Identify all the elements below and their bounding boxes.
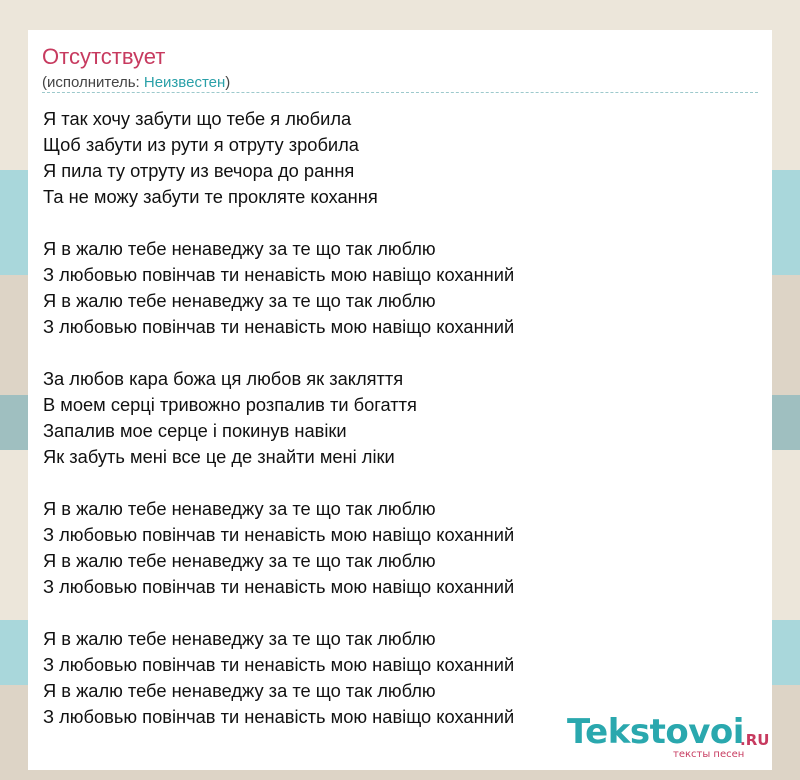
artist-suffix: ) [225, 74, 231, 91]
lyrics-stanza [43, 496, 514, 600]
title-divider [42, 92, 758, 93]
lyrics-stanza [43, 236, 514, 340]
lyrics-line: Я в жалю тебе ненаведжу за те що так люблю [43, 290, 436, 311]
lyrics-line: З любовью повінчав ти ненавість мою навіщо коханний [43, 524, 515, 545]
logo-tld: .RU [740, 731, 770, 749]
lyrics-line: Та не можу забути те прокляте кохання [43, 186, 378, 207]
lyrics-line: Як забуть мені все це де знайти мені ліки [43, 446, 395, 467]
lyrics-line: З любовью повінчав ти ненавість мою навіщо коханний [43, 706, 515, 727]
lyrics-text [43, 106, 514, 756]
lyrics-line: З любовью повінчав ти ненавість мою навіщо коханний [43, 576, 515, 597]
lyrics-line: З любовью повінчав ти ненавість мою навіщо коханний [43, 654, 515, 675]
lyrics-line: Я в жалю тебе ненаведжу за те що так люблю [43, 498, 436, 519]
lyrics-line: Я так хочу забути що тебе я любила [43, 108, 352, 129]
lyrics-stanza [43, 366, 514, 470]
lyrics-line: З любовью повінчав ти ненавість мою навіщо коханний [43, 264, 515, 285]
song-title: Отсутствует [42, 44, 166, 69]
logo-tagline: тексты песен [673, 749, 745, 760]
lyrics-line: Я в жалю тебе ненаведжу за те що так люблю [43, 680, 436, 701]
lyrics-line: В моем серці тривожно розпалив ти богаття [43, 394, 417, 415]
logo-name: Tekstovoi [567, 712, 744, 752]
lyrics-stanza [43, 106, 514, 210]
lyrics-line: Я пила ту отруту из вечора до рання [43, 160, 355, 181]
lyrics-line: З любовью повінчав ти ненавість мою навіщо коханний [43, 316, 515, 337]
lyrics-line: Я в жалю тебе ненаведжу за те що так люблю [43, 628, 436, 649]
lyrics-line: Я в жалю тебе ненаведжу за те що так люблю [43, 238, 436, 259]
lyrics-line: Я в жалю тебе ненаведжу за те що так люблю [43, 550, 436, 571]
lyrics-line: Щоб забути из рути я отруту зробила [43, 134, 359, 155]
artist-link[interactable]: Неизвестен [143, 74, 226, 91]
lyrics-line: Запалив мое серце і покинув навіки [43, 420, 347, 441]
artist-prefix: (исполнитель: [42, 74, 144, 91]
artist-line [42, 74, 230, 91]
lyrics-stanza [43, 626, 514, 730]
site-logo[interactable] [567, 712, 777, 762]
lyrics-card [28, 30, 772, 770]
lyrics-line: За любов кара божа ця любов як закляття [43, 368, 404, 389]
